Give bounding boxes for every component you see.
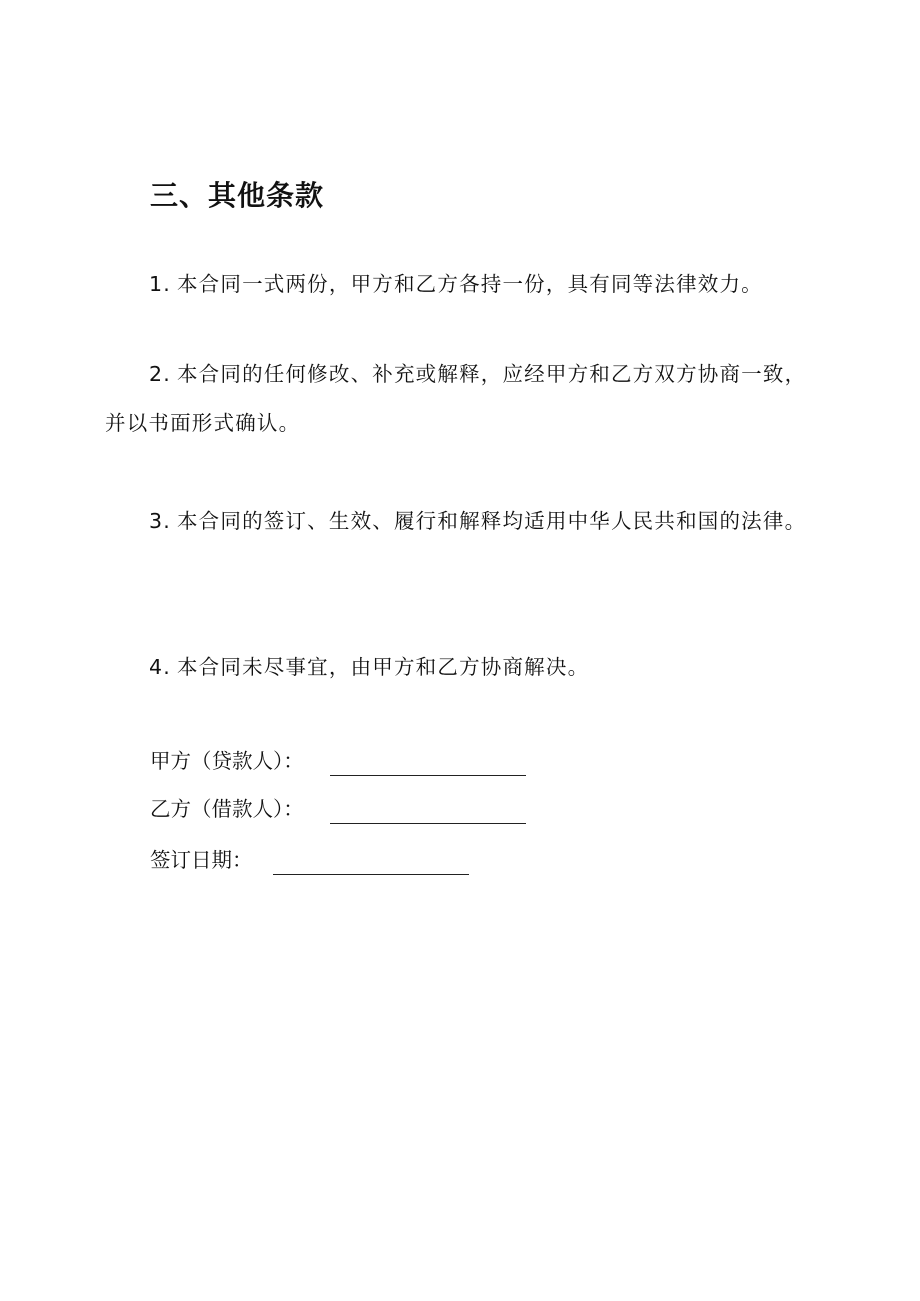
date-signature-line: [273, 852, 469, 875]
party-b-label: 乙方（借款人）：: [150, 797, 304, 821]
clause-text: 本合同未尽事宜，由甲方和乙方协商解决。: [176, 655, 590, 679]
date-label: 签订日期：: [150, 848, 253, 872]
party-a-label: 甲方（贷款人）：: [150, 749, 304, 773]
clause-number: 2.: [149, 362, 171, 386]
clause-number: 4.: [149, 655, 171, 679]
clause-number: 1.: [149, 272, 171, 296]
clause-text: 本合同一式两份，甲方和乙方各持一份，具有同等法律效力。: [176, 272, 763, 296]
clause-item: [105, 643, 815, 692]
party-b-signature-line: [330, 801, 526, 824]
section-title: 三、其他条款: [150, 179, 325, 212]
signature-row-date: [150, 845, 469, 875]
clause-item: [105, 497, 815, 546]
clause-item: [105, 260, 815, 309]
signature-row-party-b: [150, 794, 526, 824]
clause-text: 本合同的任何修改、补充或解释，应经甲方和乙方双方协商一致，并以书面形式确认。: [105, 362, 807, 435]
clause-item: [105, 350, 815, 448]
clause-text: 本合同的签订、生效、履行和解释均适用中华人民共和国的法律。: [176, 509, 807, 533]
party-a-signature-line: [330, 753, 526, 776]
signature-row-party-a: [150, 746, 526, 776]
clause-number: 3.: [149, 509, 171, 533]
